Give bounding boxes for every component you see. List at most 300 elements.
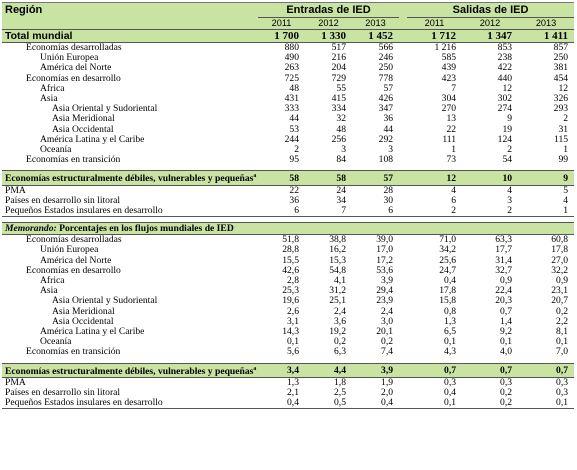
inflow-value: 14,3: [282, 327, 299, 338]
inflow-value: 1,3: [287, 377, 299, 388]
inflow-value: 30: [383, 195, 394, 206]
row-label: [2, 43, 258, 54]
outflow-value: 423: [441, 73, 457, 84]
inflow-value: 25,1: [329, 296, 346, 307]
row-label-text: Asia Meridional: [52, 306, 115, 317]
table-row: [2, 327, 574, 337]
table-row: [2, 235, 574, 246]
outflow-value: 302: [497, 94, 513, 105]
outflow-value: 0,9: [556, 276, 569, 287]
inflow-value: 95: [289, 155, 299, 166]
inflow-value: 0,5: [305, 398, 352, 409]
outflow-value: 0,3: [500, 377, 513, 388]
row-label-text: Asia Oriental y Sudoriental: [52, 296, 158, 307]
outflow-value: 270: [441, 104, 457, 115]
outflow-value: 0,2: [500, 388, 513, 399]
row-label: [2, 206, 258, 217]
outflow-value: 0,4: [444, 388, 457, 399]
outflow-value: 54: [502, 155, 513, 166]
section-row-vulnerable-pct: [2, 363, 574, 377]
inflow-value: 5,6: [287, 347, 299, 358]
row-label: [2, 63, 258, 73]
outflow-value: 0,2: [556, 306, 569, 317]
year-header: 2013: [352, 18, 399, 30]
inflow-value: 2,0: [381, 388, 394, 399]
row-label: [2, 185, 258, 196]
row-label: [2, 114, 258, 124]
inflow-value: 23,9: [376, 296, 394, 307]
inflow-value: 19,6: [282, 296, 299, 307]
row-label-text: Economías en transición: [26, 155, 121, 166]
inflow-value: 566: [378, 42, 394, 53]
header-row-groups: [2, 3, 574, 18]
row-label: [2, 347, 258, 357]
row-label-text: Pequeños Estados insulares en desarrollo: [5, 398, 163, 409]
inflow-value: 2,4: [334, 306, 346, 317]
outflow-value: 99: [558, 155, 569, 166]
outflow-value: 20,3: [495, 296, 513, 307]
memo-label-text: Porcentajes en los flujos mundiales de IED: [56, 223, 234, 235]
outflow-value: 2,2: [556, 316, 569, 327]
inflow-value: 4,4: [305, 363, 352, 377]
outflow-value: 7,0: [556, 347, 569, 358]
inflow-value: 0,2: [381, 337, 394, 348]
inflow-value: 1 700: [258, 30, 305, 43]
row-label-text: África: [40, 83, 65, 94]
inflow-value: 2,4: [381, 306, 394, 317]
table-row: [2, 43, 574, 54]
outflow-value: 439: [441, 63, 457, 74]
outflow-value: 1 411: [518, 30, 574, 43]
inflow-value: 48: [336, 124, 346, 135]
section-row-vulnerable: [2, 171, 574, 185]
inflow-value: 2,8: [287, 276, 299, 287]
row-label-text: Economías desarrolladas: [26, 42, 122, 53]
outflow-value: 4,0: [500, 347, 513, 358]
row-label: [2, 317, 258, 327]
outflow-value: 440: [497, 73, 513, 84]
row-label-text: Asia Meridional: [52, 114, 115, 125]
inflow-value: 2: [294, 145, 299, 156]
table-row: [2, 155, 574, 165]
inflow-value: 3: [388, 145, 394, 156]
inflow-value: 0,4: [258, 398, 305, 409]
outflow-value: 1: [563, 145, 569, 156]
inflow-value: 15,3: [329, 255, 346, 266]
inflow-value: 17,2: [376, 255, 394, 266]
inflow-value: 6: [352, 206, 399, 217]
inflow-value: 3,9: [381, 276, 394, 287]
row-label-text: Economías en desarrollo: [26, 73, 121, 84]
table-row: [2, 317, 574, 327]
outflow-value: 19: [502, 124, 513, 135]
year-header: 2013: [518, 18, 574, 30]
outflow-value: 0,7: [518, 363, 574, 377]
outflow-value: 1 712: [407, 30, 462, 43]
row-label: [2, 245, 258, 255]
outflow-value: 124: [497, 134, 513, 145]
inflow-value: 48: [289, 83, 299, 94]
outflow-value: 10: [462, 171, 518, 185]
row-label: [2, 74, 258, 84]
row-label: [2, 327, 258, 337]
table-row: [2, 185, 574, 196]
outflow-value: 32,2: [551, 265, 569, 276]
inflow-value: 29,4: [376, 286, 394, 297]
row-label: [2, 84, 258, 94]
outflow-value: 17,8: [551, 245, 569, 256]
inflow-value: 84: [336, 155, 346, 166]
outflow-value: 293: [553, 104, 569, 115]
outflow-value: 857: [553, 42, 569, 53]
inflow-value: 7,4: [381, 347, 394, 358]
inflow-value: 16,2: [329, 245, 346, 256]
outflow-value: 585: [441, 53, 457, 64]
outflow-value: 9: [518, 171, 574, 185]
outflow-value: 15,8: [439, 296, 457, 307]
row-label-text: Pequeños Estados insulares en desarrollo: [5, 206, 163, 217]
row-label-text: Oceanía: [40, 337, 72, 348]
inflow-value: 22: [289, 185, 299, 196]
inflow-value: 1,8: [334, 377, 346, 388]
row-label-text: América Latina y el Caribe: [40, 327, 145, 338]
outflow-value: 4: [507, 185, 513, 196]
inflow-value: 58: [305, 171, 352, 185]
outflow-value: 13: [446, 114, 457, 125]
row-label: [2, 398, 258, 409]
inflow-value: 4,1: [334, 276, 346, 287]
total-row: [2, 30, 574, 43]
outflow-value: 27,0: [551, 255, 569, 266]
outflow-value: 6,5: [444, 327, 457, 338]
outflow-value: 1,3: [444, 316, 457, 327]
outflow-value: 0,1: [518, 398, 574, 409]
inflow-value: 263: [284, 63, 299, 74]
row-label-text: Asia Occidental: [52, 124, 114, 135]
outflow-value: 4,3: [444, 347, 457, 358]
outflow-value: 17,7: [495, 245, 513, 256]
row-label: [2, 235, 258, 246]
inflow-value: 1 452: [352, 30, 399, 43]
row-label: [2, 256, 258, 266]
inflow-value: 729: [331, 73, 346, 84]
row-label-text: Economías en desarrollo: [26, 265, 121, 276]
table-row: [2, 94, 574, 104]
inflow-value: 24: [336, 185, 346, 196]
inflow-value: 333: [284, 104, 299, 115]
row-label: [2, 388, 258, 398]
inflow-value: 53: [289, 124, 299, 135]
outflow-value: 326: [553, 94, 569, 105]
table-row: [2, 266, 574, 276]
inflow-value: 6,3: [334, 347, 346, 358]
inflow-value: 2,1: [287, 388, 299, 399]
row-label: [2, 30, 258, 43]
table-row: [2, 206, 574, 217]
table-row: [2, 256, 574, 266]
inflow-value: 0,4: [352, 398, 399, 409]
inflow-value: 204: [331, 63, 346, 74]
row-label: [2, 125, 258, 135]
table-row: [2, 347, 574, 357]
inflow-value: 3: [341, 145, 346, 156]
inflow-value: 1,9: [381, 377, 394, 388]
outflow-value: 111: [442, 134, 457, 145]
inflow-value: 20,1: [376, 327, 394, 338]
table-row: [2, 377, 574, 388]
outflow-value: 34,2: [439, 245, 457, 256]
inflow-value: 431: [284, 94, 299, 105]
year-header: 2011: [258, 18, 305, 30]
outflow-value: 2: [507, 145, 513, 156]
inflow-value: 57: [383, 83, 394, 94]
inflow-value: 0,1: [287, 337, 299, 348]
row-label-text: Países en desarrollo sin litoral: [5, 195, 121, 206]
outflow-value: 23,1: [551, 286, 569, 297]
region-header: Región: [2, 3, 258, 18]
inflow-value: 334: [331, 104, 346, 115]
table-row: [2, 84, 574, 94]
row-label: [2, 363, 258, 377]
outflows-header: Salidas de IED: [407, 3, 574, 18]
row-label-text: Total mundial: [5, 30, 73, 42]
outflow-value: 8,1: [556, 327, 569, 338]
row-label-text: Asia Oriental y Sudoriental: [52, 104, 158, 115]
inflow-value: 256: [331, 134, 346, 145]
fdi-table: [2, 2, 574, 409]
row-label-text: América Latina y el Caribe: [40, 134, 145, 145]
outflow-value: 0,1: [500, 337, 513, 348]
row-label-text: Unión Europea: [40, 245, 99, 256]
table-row: [2, 307, 574, 317]
inflow-value: 292: [378, 134, 394, 145]
outflow-value: 1 216: [434, 42, 457, 53]
row-label-text: Economías en transición: [26, 347, 121, 358]
outflow-value: 422: [497, 63, 513, 74]
inflow-value: 39,0: [376, 234, 394, 246]
row-label-text: Economías estructuralmente débiles, vulnerables y pequeñas: [5, 365, 254, 377]
outflow-value: 9,2: [500, 327, 513, 338]
outflow-value: 7: [451, 83, 457, 94]
inflow-value: 25,3: [282, 286, 299, 297]
outflow-value: 454: [553, 73, 569, 84]
memo-header-row: [2, 223, 574, 235]
inflow-value: 725: [284, 73, 299, 84]
outflow-value: 31: [558, 124, 569, 135]
row-label-text: América del Norte: [40, 63, 112, 74]
inflow-value: 216: [331, 53, 346, 64]
inflow-value: 250: [378, 63, 394, 74]
outflow-value: 12: [502, 83, 513, 94]
inflow-value: 44: [383, 124, 394, 135]
outflow-value: 73: [446, 155, 457, 166]
table-row: [2, 53, 574, 63]
year-header: 2011: [407, 18, 462, 30]
memo-label: [2, 223, 574, 235]
fdi-table-container: [2, 2, 574, 409]
row-label: [2, 286, 258, 296]
row-label: [2, 104, 258, 114]
inflow-value: 54,8: [329, 265, 346, 276]
row-label-text: África: [40, 276, 65, 287]
inflow-value: 57: [352, 171, 399, 185]
outflow-value: 24,7: [439, 265, 457, 276]
inflow-value: 490: [284, 53, 299, 64]
inflow-value: 36: [289, 195, 299, 206]
outflow-value: 2: [407, 206, 462, 217]
inflow-value: 28,8: [282, 245, 299, 256]
inflow-value: 7: [305, 206, 352, 217]
inflow-value: 55: [336, 83, 346, 94]
outflow-value: 0,7: [462, 363, 518, 377]
outflow-value: 238: [497, 53, 513, 64]
table-row: [2, 398, 574, 409]
inflow-value: 36: [383, 114, 394, 125]
outflow-value: 1 347: [462, 30, 518, 43]
row-label-text: PMA: [5, 185, 26, 196]
inflow-value: 2,6: [287, 306, 299, 317]
inflow-value: 6: [258, 206, 305, 217]
outflow-value: 0,1: [556, 337, 569, 348]
table-row: [2, 296, 574, 306]
outflow-value: 274: [497, 104, 513, 115]
inflow-value: 517: [331, 42, 346, 53]
inflow-value: 426: [378, 94, 394, 105]
inflow-value: 3,4: [258, 363, 305, 377]
outflow-value: 6: [451, 195, 457, 206]
outflow-value: 4: [563, 195, 569, 206]
row-label-text: Países en desarrollo sin litoral: [5, 388, 121, 399]
outflow-value: 0,1: [444, 337, 457, 348]
table-row: [2, 125, 574, 135]
row-label-text: Asia: [40, 286, 58, 297]
row-label-text: Asia: [40, 94, 58, 105]
inflow-value: 778: [378, 73, 394, 84]
outflow-value: 115: [554, 134, 569, 145]
outflow-value: 250: [553, 53, 569, 64]
outflow-value: 3: [507, 195, 513, 206]
row-label: [2, 171, 258, 185]
inflow-value: 3,0: [381, 316, 394, 327]
outflow-value: 304: [441, 94, 457, 105]
row-label-text: Unión Europea: [40, 53, 99, 64]
outflow-value: 0,3: [556, 388, 569, 399]
row-label-text: América del Norte: [40, 255, 112, 266]
row-label: [2, 145, 258, 155]
inflow-value: 53,6: [376, 265, 394, 276]
inflow-value: 3,6: [334, 316, 346, 327]
outflow-value: 22,4: [495, 286, 513, 297]
row-label-text: Economías desarrolladas: [26, 234, 122, 246]
outflow-value: 0,9: [500, 276, 513, 287]
row-label: [2, 135, 258, 145]
outflow-value: 71,0: [439, 234, 457, 246]
table-row: [2, 276, 574, 286]
table-row: [2, 104, 574, 114]
outflow-value: 1: [451, 145, 457, 156]
outflow-value: 0,2: [462, 398, 518, 409]
outflow-value: 853: [497, 42, 513, 53]
inflow-value: 42,6: [282, 265, 299, 276]
row-label: [2, 266, 258, 276]
outflow-value: 0,7: [500, 306, 513, 317]
outflow-value: 0,8: [444, 306, 457, 317]
row-label-text: Economías estructuralmente débiles, vulnerables y pequeñas: [5, 173, 254, 185]
outflow-value: 60,8: [551, 234, 569, 246]
row-label: [2, 377, 258, 388]
inflow-value: 1 330: [305, 30, 352, 43]
row-label: [2, 296, 258, 306]
row-label: [2, 53, 258, 63]
outflow-value: 22: [446, 124, 457, 135]
row-label: [2, 94, 258, 104]
row-label: [2, 337, 258, 347]
outflow-value: 0,4: [444, 276, 457, 287]
outflow-value: 63,3: [495, 234, 513, 246]
outflow-value: 4: [451, 185, 457, 196]
inflow-value: 28: [383, 185, 394, 196]
row-label-text: PMA: [5, 377, 26, 388]
outflow-value: 32,7: [495, 265, 513, 276]
row-label-text: Oceanía: [40, 145, 72, 156]
inflow-value: 415: [331, 94, 346, 105]
outflow-value: 0,3: [556, 377, 569, 388]
outflow-value: 17,8: [439, 286, 457, 297]
inflow-value: 19,2: [329, 327, 346, 338]
table-row: [2, 145, 574, 155]
inflow-value: 31,2: [329, 286, 346, 297]
inflow-value: 15,5: [282, 255, 299, 266]
outflow-value: 0,7: [407, 363, 462, 377]
outflow-value: 0,1: [407, 398, 462, 409]
outflow-value: 1,4: [500, 316, 513, 327]
inflow-value: 44: [289, 114, 299, 125]
inflow-value: 3,1: [287, 316, 299, 327]
row-label: [2, 155, 258, 165]
row-label: [2, 196, 258, 206]
inflow-value: 246: [378, 53, 394, 64]
table-row: [2, 114, 574, 124]
inflow-value: 51,8: [282, 234, 299, 246]
table-row: [2, 286, 574, 296]
inflow-value: 17,0: [376, 245, 394, 256]
inflow-value: 108: [378, 155, 394, 166]
inflow-value: 0,2: [334, 337, 346, 348]
inflow-value: 347: [378, 104, 394, 115]
outflow-value: 0,3: [444, 377, 457, 388]
table-row: [2, 337, 574, 347]
outflow-value: 12: [558, 83, 569, 94]
outflow-value: 2: [563, 114, 569, 125]
table-row: [2, 388, 574, 398]
footnote-marker: a: [253, 173, 257, 180]
table-row: [2, 135, 574, 145]
memo-label-italic: Memorando:: [5, 223, 57, 235]
inflow-value: 32: [336, 114, 346, 125]
table-row: [2, 196, 574, 206]
inflow-value: 244: [284, 134, 299, 145]
table-row: [2, 245, 574, 255]
table-row: [2, 63, 574, 73]
outflow-value: 9: [507, 114, 513, 125]
outflow-value: 1: [518, 206, 574, 217]
inflow-value: 3,9: [352, 363, 399, 377]
year-header: 2012: [462, 18, 518, 30]
inflow-value: 58: [258, 171, 305, 185]
header-row-years: [2, 18, 574, 30]
inflow-value: 38,8: [329, 234, 346, 246]
footnote-marker: a: [253, 365, 257, 372]
